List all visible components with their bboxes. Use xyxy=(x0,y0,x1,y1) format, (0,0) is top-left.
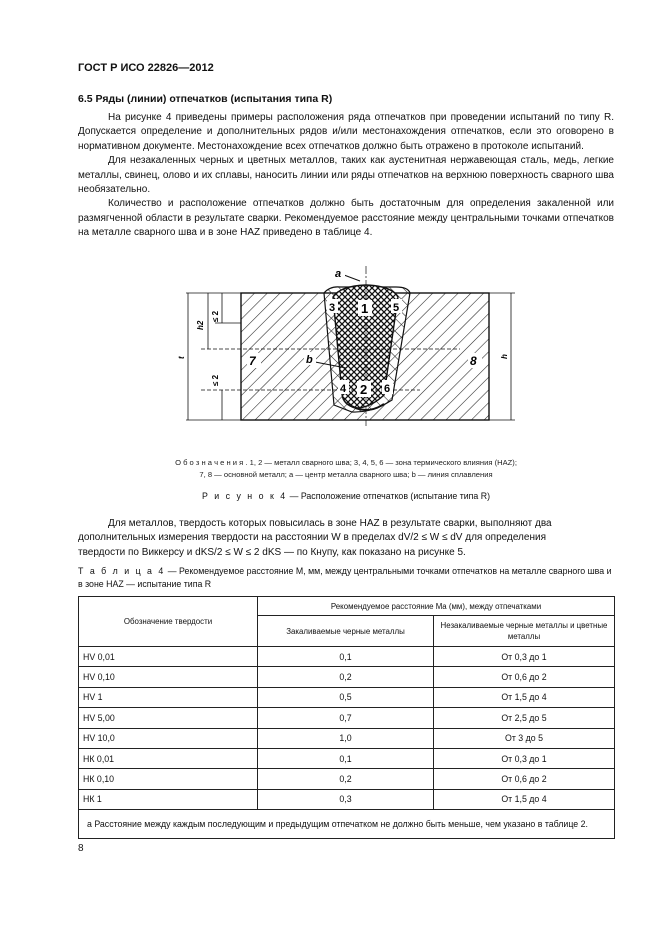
cell-hardened: 0,1 xyxy=(258,748,434,768)
cell-nonhardened: От 2,5 до 5 xyxy=(434,708,615,728)
table-row xyxy=(79,667,615,687)
cell-hardened: 0,1 xyxy=(258,647,434,667)
label-4: 4 xyxy=(340,383,347,395)
cell-nonhardened: От 0,6 до 2 xyxy=(434,667,615,687)
cell-nonhardened: От 0,3 до 1 xyxy=(434,647,615,667)
figure-4-diagram xyxy=(150,262,530,432)
label-8: 8 xyxy=(470,354,477,368)
cell-designation: НК 0,10 xyxy=(79,769,258,789)
text-line: Для металлов, твердость которых повысилась в зоне HAZ в результате сварки, выполняют два xyxy=(108,518,552,529)
table-row xyxy=(79,647,615,667)
cell-nonhardened: От 1,5 до 4 xyxy=(434,687,615,707)
dim-label-le2: ≤ 2 xyxy=(211,310,220,322)
cell-nonhardened: От 0,6 до 2 xyxy=(434,769,615,789)
dim-label-le2: ≤ 2 xyxy=(211,374,220,386)
label-2: 2 xyxy=(360,382,368,397)
hardness-distance-table xyxy=(78,596,615,839)
section-title: 6.5 Ряды (линии) отпечатков (испытания типа R) xyxy=(78,93,333,105)
col-header-nonhardened: Незакаливаемые черные металлы и цветные металлы xyxy=(434,616,615,647)
table-row xyxy=(79,769,615,789)
cell-hardened: 0,7 xyxy=(258,708,434,728)
col-header-hardened: Закаливаемые черные металлы xyxy=(258,616,434,647)
table-caption: Т а б л и ц а 4 — Рекомендуемое расстояние М, мм, между центральными точками отпечатков на металле сварного шва и в зоне HAZ — испытание типа R xyxy=(78,566,612,589)
cell-hardened: 0,5 xyxy=(258,687,434,707)
label-6: 6 xyxy=(384,383,391,395)
document-header: ГОСТ Р ИСО 22826—2012 xyxy=(78,62,214,74)
text-line: твердости по Виккерсу и dKS/2 ≤ W ≤ 2 dKS — по Кнупу, как показано на рисунке 5. xyxy=(78,546,466,558)
paragraph: На рисунке 4 приведены примеры расположения ряда отпечатков при проведении испытаний по типу R. Допускается определение и дополнительных рядов и/или местонахождения отпечатков, если это оговорено в нормативном документе. Местонахождение всех отпечатков должно быть отражено в протоколе испытаний. xyxy=(78,112,614,152)
cell-hardened: 0,2 xyxy=(258,667,434,687)
cell-designation: HV 0,01 xyxy=(79,647,258,667)
cell-nonhardened: От 3 до 5 xyxy=(434,728,615,748)
table-row xyxy=(79,728,615,748)
cell-hardened: 0,2 xyxy=(258,769,434,789)
text-line: дополнительных измерения твердости на расстоянии W в пределах dV/2 ≤ W ≤ dV для определения xyxy=(78,532,546,544)
legend-line: О б о з н а ч е н и я . 1, 2 — металл сварного шва; 3, 4, 5, 6 — зона термического влияния (HAZ); xyxy=(175,458,517,467)
table-row xyxy=(79,708,615,728)
after-figure-paragraph xyxy=(78,517,614,560)
cell-designation: НК 1 xyxy=(79,789,258,809)
col-header-hardness: Обозначение твердости xyxy=(79,597,258,647)
cell-designation: HV 0,10 xyxy=(79,667,258,687)
label-5: 5 xyxy=(393,302,400,314)
col-header-group: Рекомендуемое расстояние Мa (мм), между отпечатками xyxy=(258,597,615,616)
table-row xyxy=(79,789,615,809)
paragraph: Количество и расположение отпечатков должно быть достаточным для определения закаленной или размягченной области в результате сварки. Рекомендуемое расстояние между центральными точками отпечатков на металле сварного шва и в зоне HAZ приведено в таблице 4. xyxy=(78,198,614,239)
page-number: 8 xyxy=(78,843,84,854)
table-footnote: a Расстояние между каждым последующим и предыдущим отпечатком не должно быть меньше, чем указано в таблице 2. xyxy=(79,810,615,838)
cell-nonhardened: От 1,5 до 4 xyxy=(434,789,615,809)
cell-designation: HV 5,00 xyxy=(79,708,258,728)
cell-hardened: 0,3 xyxy=(258,789,434,809)
dim-label-h: h xyxy=(500,354,509,359)
table-row xyxy=(79,687,615,707)
cell-nonhardened: От 0,3 до 1 xyxy=(434,748,615,768)
figure-legend xyxy=(78,457,614,481)
dim-label-t: t xyxy=(177,356,186,359)
label-3: 3 xyxy=(329,302,336,314)
legend-line: 7, 8 — основной металл; a — центр металла сварного шва; b — линия сплавления xyxy=(199,470,493,479)
intro-paragraphs xyxy=(78,111,614,241)
cell-hardened: 1,0 xyxy=(258,728,434,748)
label-7: 7 xyxy=(249,354,256,368)
paragraph: Для незакаленных черных и цветных металлов, таких как аустенитная нержавеющая сталь, медь, легкие металлы, свинец, олово и их сплавы, наносить линии или ряды отпечатков на верхнюю поверхность сварного шва необязательно. xyxy=(78,155,614,196)
label-a: a xyxy=(335,268,342,280)
cell-designation: HV 1 xyxy=(79,687,258,707)
label-b: b xyxy=(306,354,313,366)
cell-designation: HV 10,0 xyxy=(79,728,258,748)
label-1: 1 xyxy=(361,301,369,316)
cell-designation: НК 0,01 xyxy=(79,748,258,768)
figure-caption: Р и с у н о к 4 — Расположение отпечатков (испытание типа R) xyxy=(201,491,491,501)
table-row xyxy=(79,748,615,768)
dim-label-h2: h2 xyxy=(196,320,205,330)
